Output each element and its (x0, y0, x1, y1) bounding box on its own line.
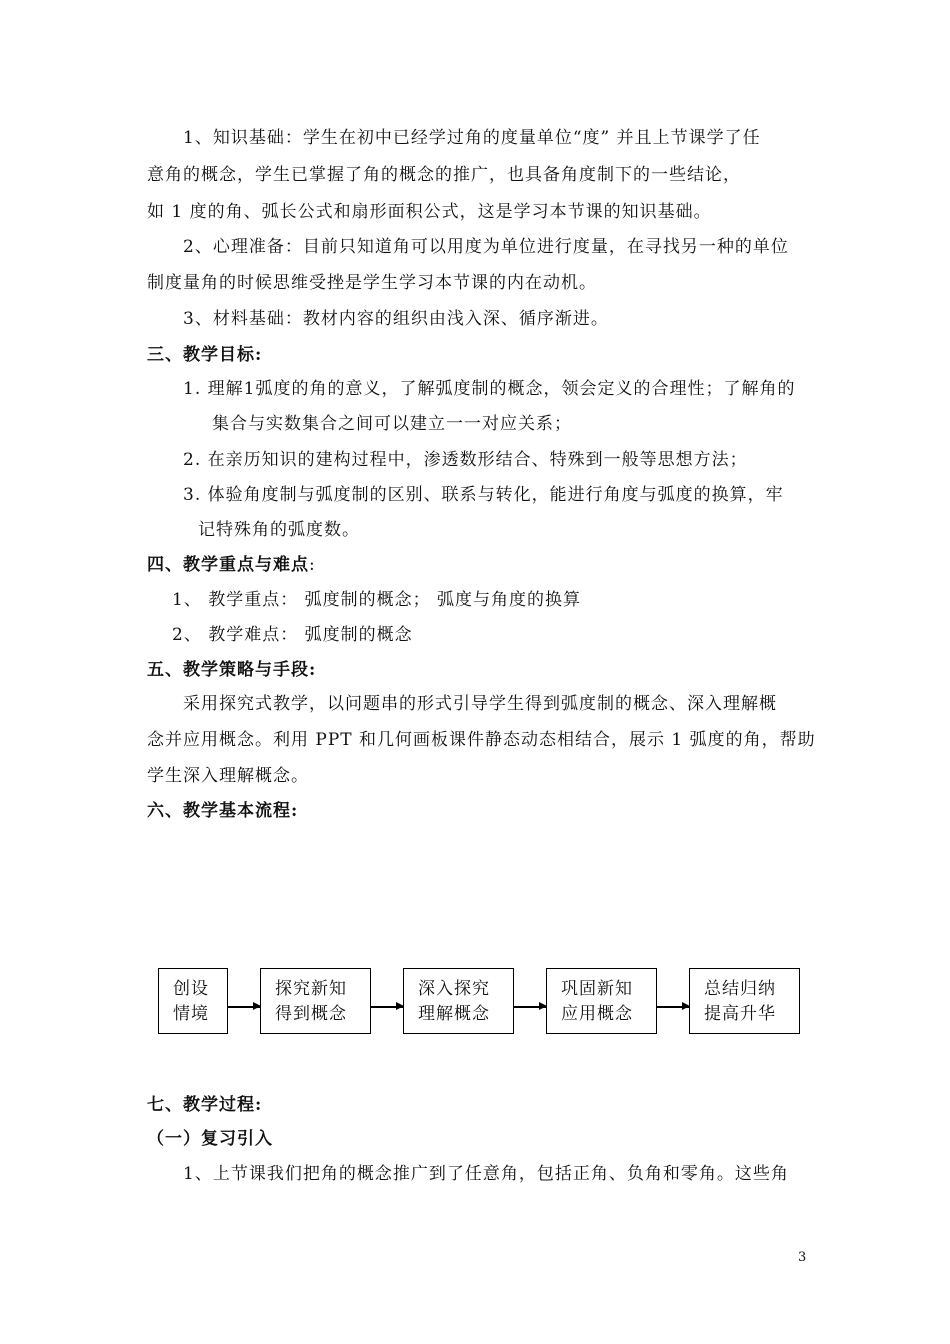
flow-arrow (228, 1006, 260, 1008)
key-points-heading-text: 四、教学重点与难点 (147, 555, 309, 575)
flow-arrow (371, 1006, 403, 1008)
goal-3-line-1: 3. 体验角度制与弧度制的区别、联系与转化，能进行角度与弧度的换算，牢 (183, 485, 784, 505)
psych-prep-line-2: 制度量角的时候思维受挫是学生学习本节课的内在动机。 (147, 273, 597, 293)
flow-arrow (514, 1006, 546, 1008)
knowledge-basis-line-2: 意角的概念，学生已掌握了角的概念的推广，也具备角度制下的一些结论， (147, 165, 741, 185)
flow-box-label: 总结归纳 (704, 979, 776, 999)
goal-1-line-2: 集合与实数集合之间可以建立一一对应关系； (212, 414, 572, 434)
key-point-1: 1、 教学重点： 弧度制的概念； 弧度与角度的换算 (172, 590, 582, 610)
goal-3-line-2: 记特殊角的弧度数。 (198, 520, 360, 540)
flow-box-label: 创设 (173, 979, 209, 999)
flow-box-label: 应用概念 (561, 1004, 633, 1024)
flow-box-label: 探究新知 (275, 979, 347, 999)
flow-box-deep-inquiry (403, 968, 514, 1034)
section-heading-goals: 三、教学目标: (147, 345, 263, 365)
goal-1-line-1: 1. 理解1弧度的角的意义，了解弧度制的概念，领会定义的合理性；了解角的 (183, 379, 796, 399)
strategy-line-1: 采用探究式教学，以问题串的形式引导学生得到弧度制的概念、深入理解概 (183, 694, 777, 714)
flow-box-create-situation (158, 968, 228, 1034)
psych-prep-line-1: 2、心理准备：目前只知道角可以用度为单位进行度量，在寻找另一种的单位 (183, 237, 789, 257)
section-heading-flow: 六、教学基本流程: (147, 801, 299, 821)
section-heading-key-points (147, 554, 316, 576)
section-heading-process: 七、教学过程: (147, 1095, 263, 1115)
flow-box-label: 理解概念 (418, 1004, 490, 1024)
material-basis-line: 3、材料基础：教材内容的组织由浅入深、循序渐进。 (183, 309, 609, 329)
flow-box-label: 提高升华 (704, 1004, 776, 1024)
flow-box-consolidate (546, 968, 657, 1034)
review-paragraph-line-1: 1、上节课我们把角的概念推广到了任意角，包括正角、负角和零角。这些角 (183, 1164, 789, 1184)
key-point-2: 2、 教学难点： 弧度制的概念 (172, 625, 413, 645)
strategy-line-3: 学生深入理解概念。 (147, 766, 309, 786)
section-heading-strategy: 五、教学策略与手段: (147, 660, 317, 680)
flow-arrow (657, 1006, 689, 1008)
key-points-heading-colon: : (309, 555, 316, 575)
page-number: 3 (798, 1250, 807, 1265)
strategy-line-2: 念并应用概念。利用 PPT 和几何画板课件静态动态相结合，展示 1 弧度的角，帮助 (147, 730, 816, 750)
flow-box-summarize (689, 968, 800, 1034)
flow-box-label: 情境 (173, 1004, 209, 1024)
subsection-review-intro: （一）复习引入 (147, 1129, 273, 1149)
flow-box-explore-new-knowledge (260, 968, 371, 1034)
goal-2-line: 2. 在亲历知识的建构过程中，渗透数形结合、特殊到一般等思想方法； (183, 450, 748, 470)
knowledge-basis-line-3: 如 1 度的角、弧长公式和扇形面积公式，这是学习本节课的知识基础。 (147, 202, 712, 222)
flow-box-label: 得到概念 (275, 1004, 347, 1024)
flow-box-label: 巩固新知 (561, 979, 633, 999)
knowledge-basis-line-1: 1、知识基础：学生在初中已经学过角的度量单位“度” 并且上节课学了任 (183, 128, 761, 148)
flow-box-label: 深入探究 (418, 979, 490, 999)
